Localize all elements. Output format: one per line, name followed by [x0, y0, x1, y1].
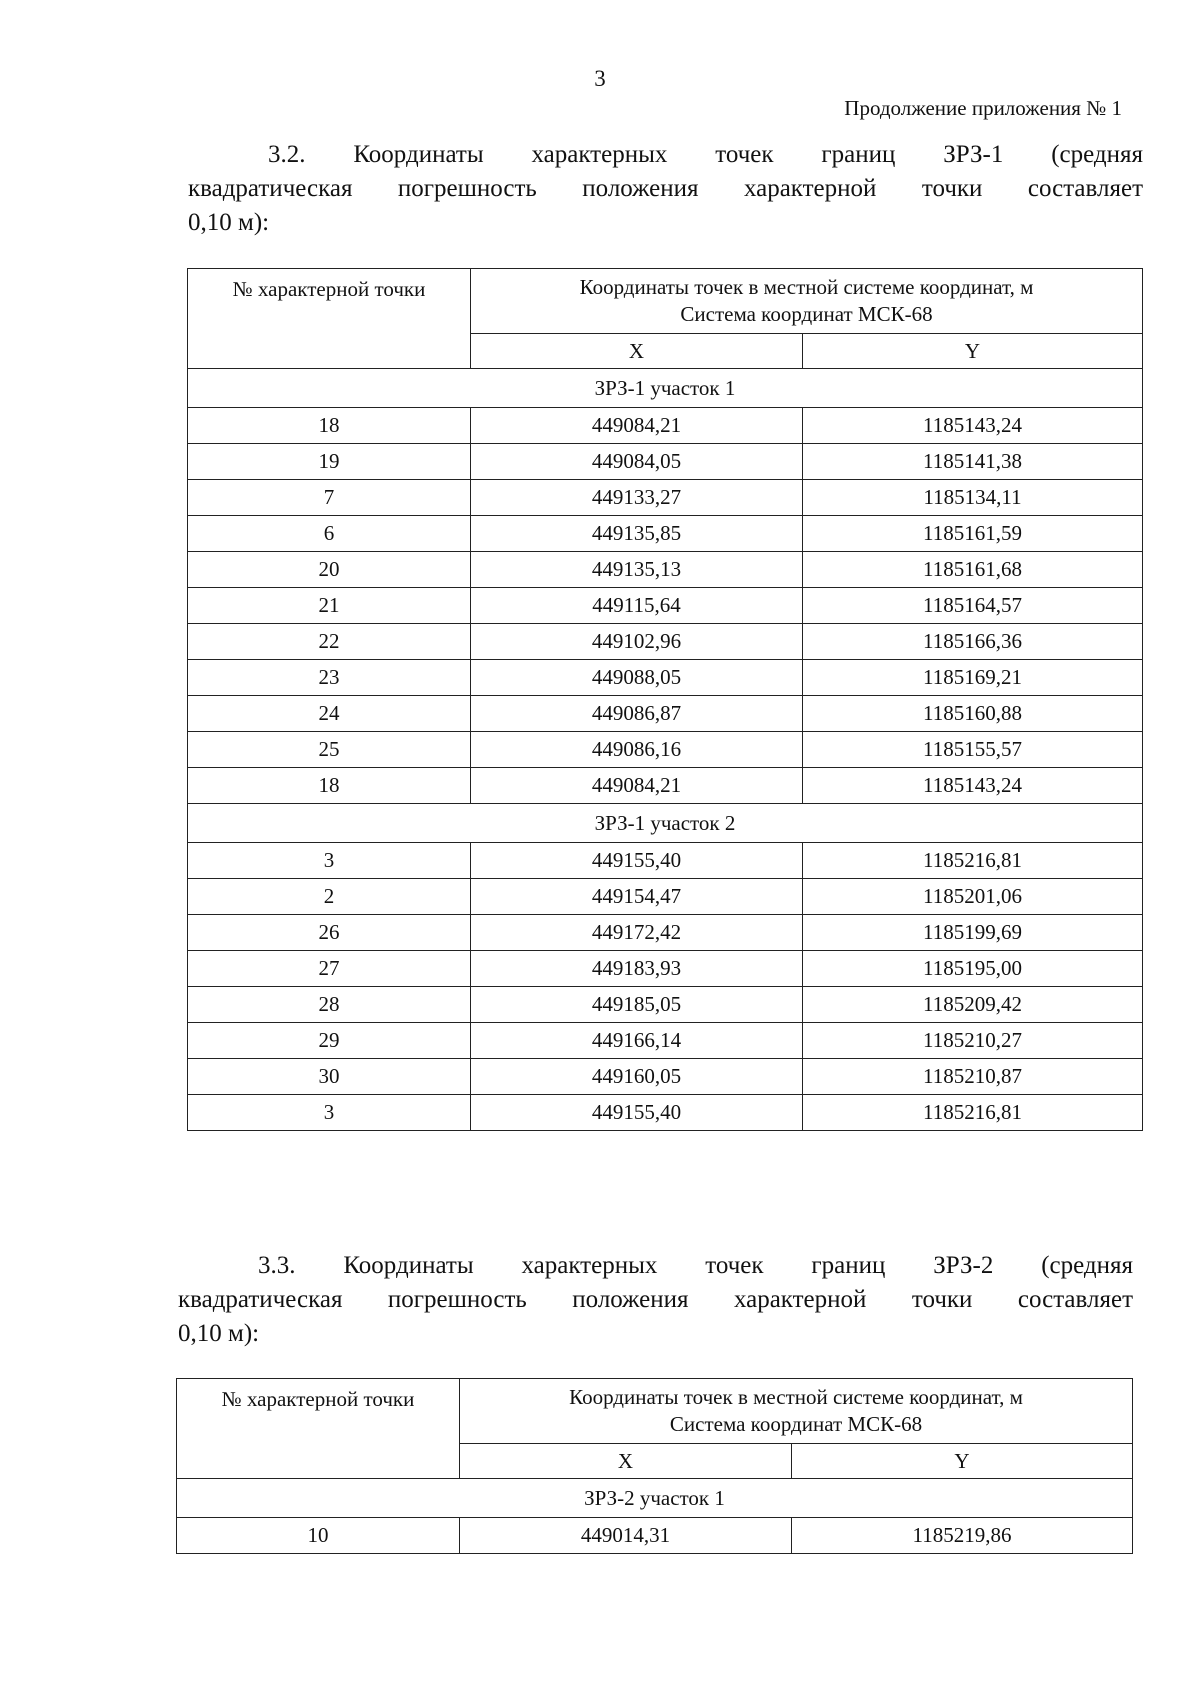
point-number-cell: 10	[177, 1518, 460, 1554]
point-number-cell: 18	[188, 408, 471, 444]
table-row	[188, 696, 1143, 732]
point-number-cell: 26	[188, 915, 471, 951]
x-coordinate-cell: 449086,16	[471, 732, 803, 768]
table-row	[188, 624, 1143, 660]
table-row	[188, 879, 1143, 915]
coordinates-header-line: Координаты точек в местной системе координат, м	[579, 275, 1034, 299]
coordinates-header	[471, 269, 1143, 334]
y-coordinate-cell: 1185216,81	[803, 1095, 1143, 1131]
point-number-cell: 2	[188, 879, 471, 915]
y-coordinate-cell: 1185166,36	[803, 624, 1143, 660]
coordinates-header	[460, 1379, 1133, 1444]
point-number-cell: 24	[188, 696, 471, 732]
y-coordinate-cell: 1185143,24	[803, 768, 1143, 804]
x-coordinate-cell: 449102,96	[471, 624, 803, 660]
point-number-cell: 20	[188, 552, 471, 588]
y-coordinate-cell: 1185210,27	[803, 1023, 1143, 1059]
coordinates-table-zrz1	[187, 268, 1143, 1131]
x-coordinate-cell: 449133,27	[471, 480, 803, 516]
table-row	[188, 843, 1143, 879]
table-row	[188, 768, 1143, 804]
coordinate-system-line: Система координат МСК-68	[680, 302, 933, 326]
x-coordinate-cell: 449155,40	[471, 1095, 803, 1131]
appendix-continuation-note: Продолжение приложения № 1	[844, 96, 1122, 120]
table-row	[188, 987, 1143, 1023]
x-coordinate-cell: 449166,14	[471, 1023, 803, 1059]
x-coordinate-cell: 449183,93	[471, 951, 803, 987]
y-coordinate-cell: 1185216,81	[803, 843, 1143, 879]
paragraph-line: 3.2. Координаты характерных точек границ ЗРЗ-1 (средняя	[268, 141, 1143, 168]
y-coordinate-cell: 1185143,24	[803, 408, 1143, 444]
table-row	[188, 951, 1143, 987]
point-number-cell: 30	[188, 1059, 471, 1095]
point-number-cell: 19	[188, 444, 471, 480]
y-column-header: Y	[792, 1444, 1133, 1479]
table-row	[188, 408, 1143, 444]
table-row	[188, 732, 1143, 768]
table-row	[188, 588, 1143, 624]
paragraph-line: квадратическая погрешность положения характерной точки составляет	[188, 175, 1143, 202]
point-number-cell: 25	[188, 732, 471, 768]
point-number-header: № характерной точки	[177, 1379, 460, 1479]
paragraph-line: 0,10 м):	[178, 1320, 260, 1347]
x-coordinate-cell: 449084,21	[471, 408, 803, 444]
point-number-cell: 29	[188, 1023, 471, 1059]
x-coordinate-cell: 449155,40	[471, 843, 803, 879]
section-title: ЗРЗ-1 участок 2	[188, 804, 1143, 843]
point-number-cell: 27	[188, 951, 471, 987]
table-row	[188, 915, 1143, 951]
point-number-cell: 18	[188, 768, 471, 804]
x-coordinate-cell: 449084,05	[471, 444, 803, 480]
x-coordinate-cell: 449154,47	[471, 879, 803, 915]
paragraph-line: 0,10 м):	[188, 209, 270, 236]
y-coordinate-cell: 1185134,11	[803, 480, 1143, 516]
y-coordinate-cell: 1185141,38	[803, 444, 1143, 480]
table-row	[188, 552, 1143, 588]
page-number: 3	[594, 66, 606, 91]
x-coordinate-cell: 449088,05	[471, 660, 803, 696]
coordinate-system-line: Система координат МСК-68	[669, 1412, 923, 1436]
y-coordinate-cell: 1185195,00	[803, 951, 1143, 987]
y-coordinate-cell: 1185209,42	[803, 987, 1143, 1023]
point-number-cell: 28	[188, 987, 471, 1023]
y-coordinate-cell: 1185161,59	[803, 516, 1143, 552]
section-title-row	[177, 1479, 1133, 1518]
x-coordinate-cell: 449135,13	[471, 552, 803, 588]
paragraph-line: 3.3. Координаты характерных точек границ ЗРЗ-2 (средняя	[258, 1252, 1133, 1279]
point-number-header: № характерной точки	[188, 269, 471, 369]
x-coordinate-cell: 449172,42	[471, 915, 803, 951]
paragraph-line: квадратическая погрешность положения характерной точки составляет	[178, 1286, 1133, 1313]
table-row	[188, 516, 1143, 552]
section-title-row	[188, 804, 1143, 843]
y-coordinate-cell: 1185219,86	[792, 1518, 1133, 1554]
y-coordinate-cell: 1185155,57	[803, 732, 1143, 768]
point-number-cell: 21	[188, 588, 471, 624]
point-number-cell: 3	[188, 843, 471, 879]
table-row	[188, 1059, 1143, 1095]
table-row	[188, 444, 1143, 480]
y-coordinate-cell: 1185164,57	[803, 588, 1143, 624]
y-coordinate-cell: 1185160,88	[803, 696, 1143, 732]
table-row	[177, 1518, 1133, 1554]
x-column-header: X	[471, 334, 803, 369]
point-number-cell: 3	[188, 1095, 471, 1131]
coordinates-table-zrz2	[176, 1378, 1133, 1554]
section-title: ЗРЗ-1 участок 1	[188, 369, 1143, 408]
table-row	[188, 1095, 1143, 1131]
section-title-row	[188, 369, 1143, 408]
point-number-cell: 7	[188, 480, 471, 516]
section-3-3-paragraph	[178, 1249, 1133, 1351]
point-number-cell: 23	[188, 660, 471, 696]
y-coordinate-cell: 1185161,68	[803, 552, 1143, 588]
x-coordinate-cell: 449185,05	[471, 987, 803, 1023]
x-coordinate-cell: 449115,64	[471, 588, 803, 624]
y-coordinate-cell: 1185201,06	[803, 879, 1143, 915]
y-column-header: Y	[803, 334, 1143, 369]
point-number-cell: 6	[188, 516, 471, 552]
table-row	[188, 660, 1143, 696]
y-coordinate-cell: 1185169,21	[803, 660, 1143, 696]
x-column-header: X	[460, 1444, 792, 1479]
x-coordinate-cell: 449086,87	[471, 696, 803, 732]
table-row	[188, 480, 1143, 516]
x-coordinate-cell: 449014,31	[460, 1518, 792, 1554]
x-coordinate-cell: 449135,85	[471, 516, 803, 552]
x-coordinate-cell: 449084,21	[471, 768, 803, 804]
section-title: ЗРЗ-2 участок 1	[177, 1479, 1133, 1518]
section-3-2-paragraph	[188, 138, 1143, 240]
point-number-cell: 22	[188, 624, 471, 660]
x-coordinate-cell: 449160,05	[471, 1059, 803, 1095]
coordinates-header-line: Координаты точек в местной системе координат, м	[569, 1385, 1023, 1409]
y-coordinate-cell: 1185199,69	[803, 915, 1143, 951]
table-row	[188, 1023, 1143, 1059]
y-coordinate-cell: 1185210,87	[803, 1059, 1143, 1095]
